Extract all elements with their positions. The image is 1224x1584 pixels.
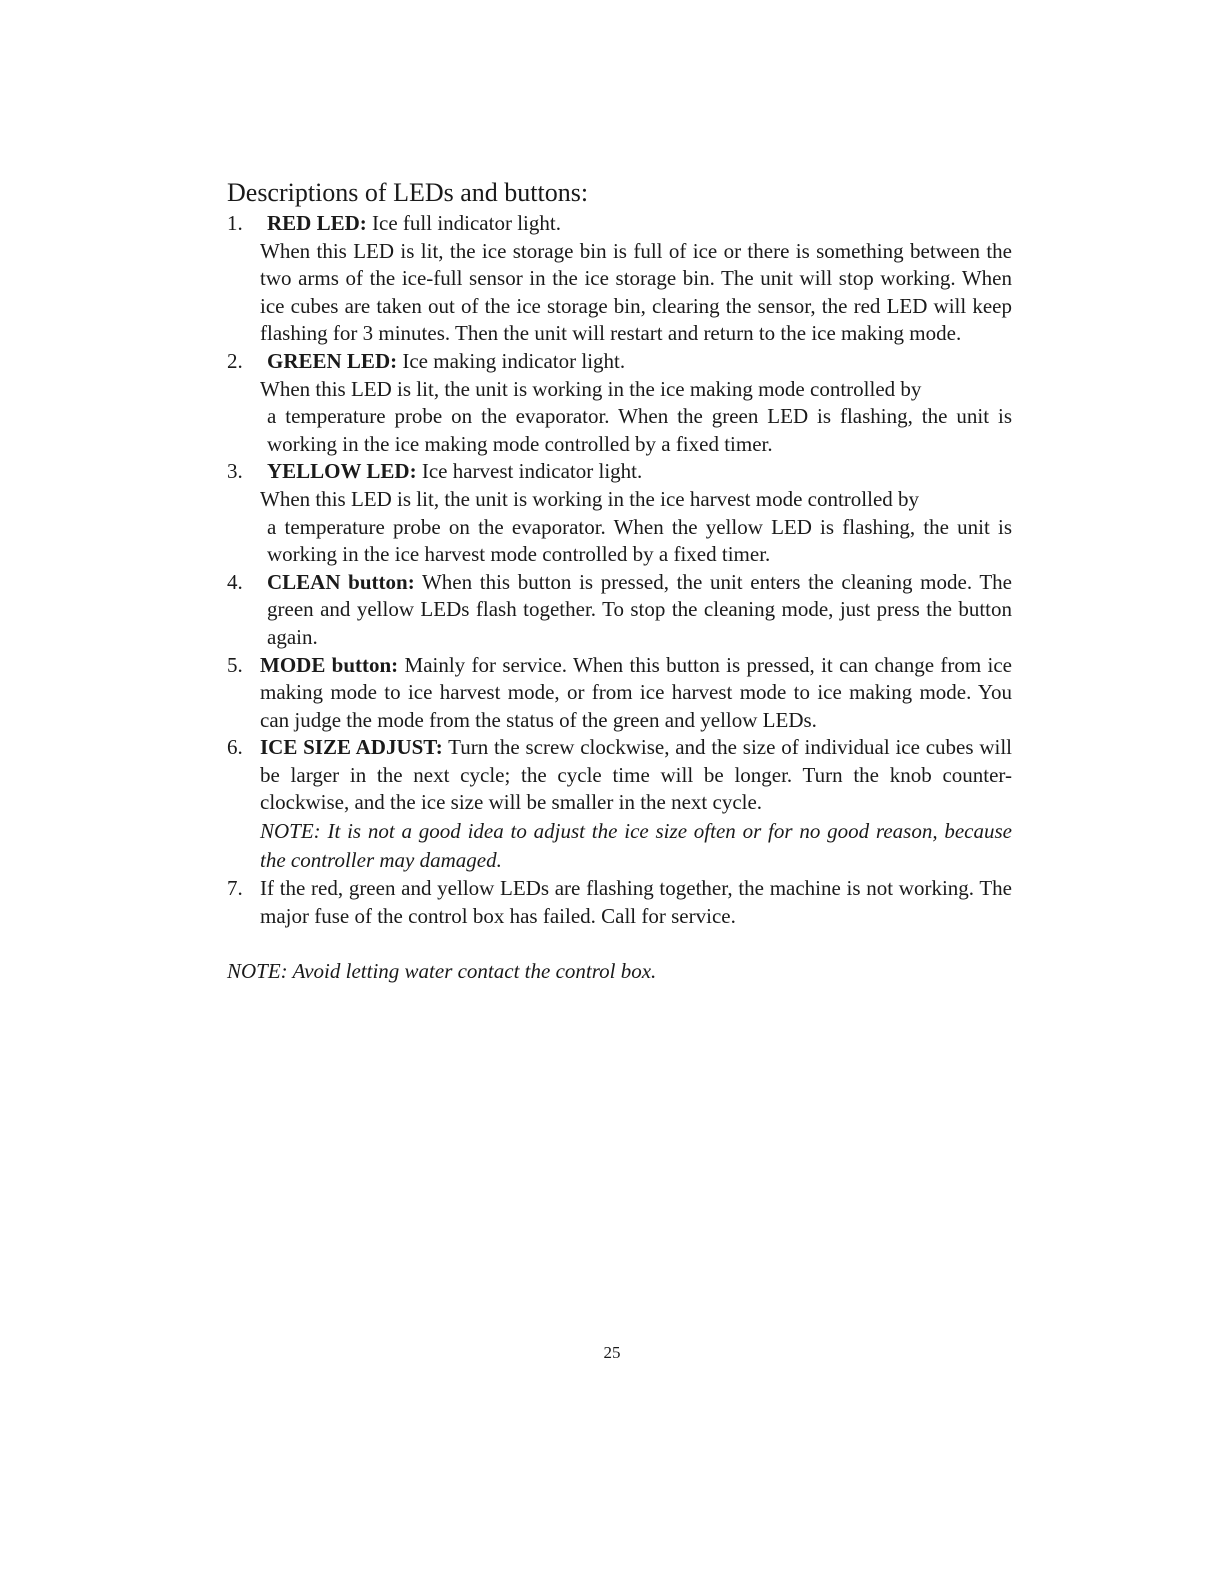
item-label: MODE button: — [260, 652, 399, 677]
item-body: a temperature probe on the evaporator. When the green LED is flashing, the unit is working in the ice making mode controlled by a fixed timer. — [267, 404, 1012, 456]
list-item-yellow-led — [227, 458, 1012, 568]
item-lead — [260, 652, 1012, 735]
item-number: 5. — [227, 652, 243, 677]
list-item-mode-button — [227, 652, 1012, 735]
item-label: YELLOW LED: — [267, 459, 417, 484]
list-item-red-led — [227, 210, 1012, 348]
item-label: GREEN LED: — [267, 348, 398, 373]
list-item-flashing-together — [227, 875, 1012, 930]
document-page — [227, 176, 1012, 1007]
item-body: When this LED is lit, the ice storage bin is full of ice or there is something between the two arms of the ice-full sensor in the ice storage bin. The unit will stop working. When ice cubes are taken out of the ice storage bin, clearing the sensor, the red LED will keep flashing for 3 minutes. Then the unit will restart and return to the ice making mode. — [260, 238, 1012, 346]
item-lead-text: Turn the screw clockwise, and the size of individual ice cubes will be larger in the next cycle; the cycle time will be longer. Turn the knob counter-clockwise, and the ice size will be smaller in the next cycle. — [260, 735, 1012, 815]
page-number: 25 — [603, 1343, 621, 1362]
item-body-first-line: When this LED is lit, the unit is working in the ice making mode controlled by — [260, 376, 922, 401]
item-number: 4. — [227, 569, 243, 594]
item-lead-text: Mainly for service. When this button is pressed, it can change from ice making mode to ice harvest mode, or from ice harvest mode to ice making mode. You can judge the mode from the status of the green and yellow LEDs. — [260, 652, 1012, 732]
item-lead — [267, 348, 1012, 376]
item-lead — [267, 458, 1012, 486]
list-item-green-led — [227, 348, 1012, 458]
item-lead-text: Ice harvest indicator light. — [416, 459, 643, 484]
section-heading: Descriptions of LEDs and buttons: — [227, 178, 589, 207]
item-lead-text: Ice full indicator light. — [366, 211, 561, 235]
item-lead-text: When this button is pressed, the unit enters the cleaning mode. The green and yellow LEDs flash together. To stop the cleaning mode, just press the button again. — [267, 569, 1012, 649]
list-item-ice-size-adjust — [227, 734, 1012, 875]
item-label: RED LED: — [267, 211, 367, 235]
item-number: 7. — [227, 876, 243, 901]
item-body: a temperature probe on the evaporator. When the yellow LED is flashing, the unit is working in the ice harvest mode controlled by a fixed timer. — [267, 514, 1012, 567]
item-label: ICE SIZE ADJUST: — [260, 735, 443, 760]
item-lead — [267, 569, 1012, 652]
item-body-first-line: When this LED is lit, the unit is working in the ice harvest mode controlled by — [260, 486, 920, 511]
item-number: 3. — [227, 459, 243, 484]
item-text: If the red, green and yellow LEDs are flashing together, the machine is not working. The major fuse of the control box has failed. Call for service. — [260, 876, 1012, 928]
item-label: CLEAN button: — [267, 569, 415, 594]
item-number: 6. — [227, 735, 243, 760]
item-number: 1. — [227, 211, 243, 235]
list-item-clean-button — [227, 569, 1012, 652]
final-note: NOTE: Avoid letting water contact the control box. — [227, 959, 657, 984]
item-lead-text: Ice making indicator light. — [397, 348, 626, 373]
item-lead — [260, 734, 1012, 817]
item-note: NOTE: It is not a good idea to adjust the ice size often or for no good reason, because the controller may damaged. — [260, 819, 1012, 873]
item-number: 2. — [227, 348, 243, 373]
item-lead — [267, 210, 1012, 238]
